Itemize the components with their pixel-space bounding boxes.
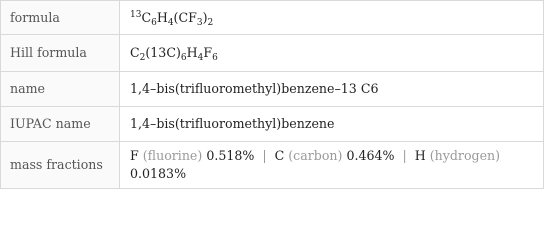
formula-subscript: 4 (197, 53, 204, 63)
fraction-value: 0.464% (346, 148, 395, 163)
formula-part: (CF (173, 9, 197, 25)
separator: | (402, 148, 407, 163)
mass-fraction-item (275, 148, 395, 163)
formula-subscript: 6 (180, 53, 187, 63)
formula-subscript: 6 (212, 53, 218, 63)
formula-subscript: 2 (207, 17, 214, 28)
hill-formula-value (120, 35, 544, 72)
formula-part: C (130, 45, 140, 60)
formula-part: (13C) (145, 45, 181, 60)
row-name (1, 72, 544, 107)
row-label: formula (1, 1, 120, 35)
fraction-value: 0.0183% (130, 166, 187, 181)
element-name: (hydrogen) (429, 148, 501, 163)
formula-value (120, 1, 544, 35)
formula-part: H (186, 45, 198, 60)
mass-fraction-item (415, 148, 500, 163)
name-value: 1,4–bis(trifluoromethyl)benzene–13 C6 (120, 72, 544, 107)
separator: | (262, 148, 267, 163)
row-hill-formula (1, 35, 544, 72)
formula-subscript: 2 (139, 53, 146, 63)
formula-part: ) (202, 9, 208, 25)
formula-part: F (203, 45, 213, 60)
row-label: mass fractions (1, 142, 120, 189)
element-symbol: F (130, 148, 139, 163)
row-label: IUPAC name (1, 107, 120, 142)
element-name: (fluorine) (142, 148, 203, 163)
row-iupac-name (1, 107, 544, 142)
formula-subscript: 3 (196, 17, 203, 28)
element-name: (carbon) (288, 148, 343, 163)
mass-fraction-item (130, 148, 254, 163)
element-symbol: H (414, 148, 426, 163)
formula-subscript: 6 (151, 17, 157, 28)
row-formula (1, 1, 544, 35)
formula-part: C (141, 9, 152, 25)
row-label: name (1, 72, 120, 107)
element-symbol: C (274, 148, 285, 163)
fraction-value: 0.518% (206, 148, 255, 163)
row-mass-fractions (1, 142, 544, 189)
row-label: Hill formula (1, 35, 120, 72)
iupac-name-value: 1,4–bis(trifluoromethyl)benzene (120, 107, 544, 142)
formula-part: H (156, 9, 168, 25)
formula-subscript: 4 (167, 17, 174, 28)
isotope-superscript: 13 (130, 9, 142, 20)
mass-fractions-value (120, 142, 544, 189)
